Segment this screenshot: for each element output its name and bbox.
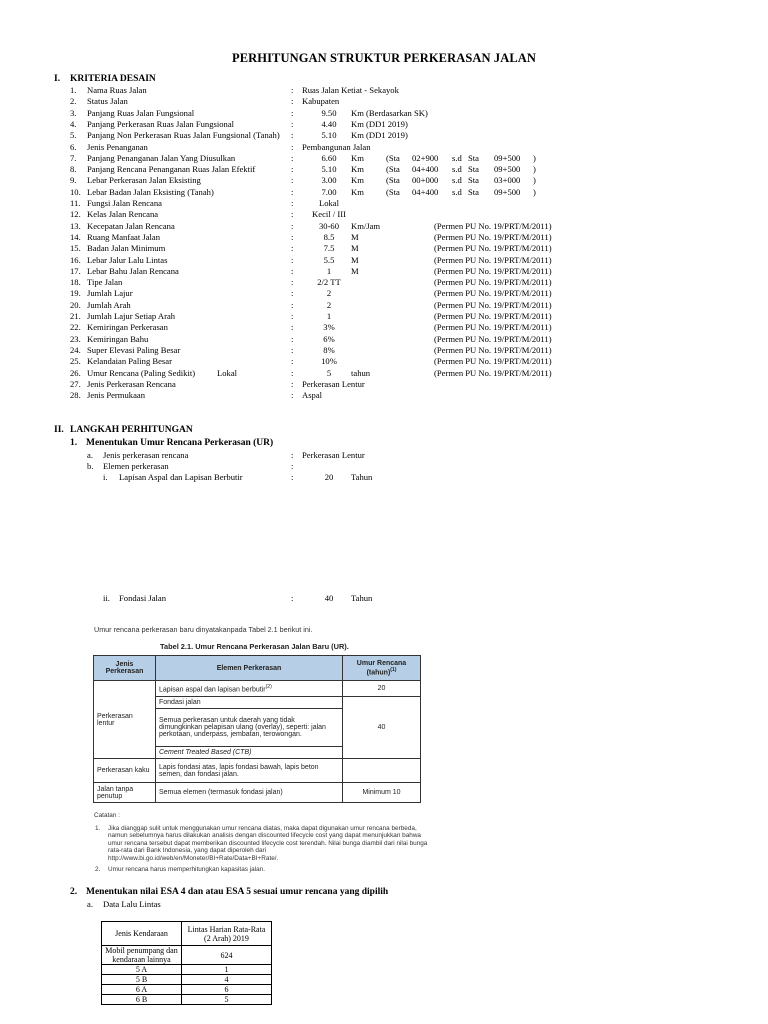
criteria-row bbox=[0, 255, 768, 266]
row-number-value: 9.50 bbox=[321, 107, 337, 118]
table-row bbox=[102, 975, 272, 985]
row-reference: (Permen PU No. 19/PRT/M/2011) bbox=[434, 254, 552, 265]
row-label: Fondasi Jalan bbox=[119, 593, 167, 603]
criteria-row bbox=[0, 311, 768, 322]
row-colon: : bbox=[291, 198, 294, 208]
cell-lhr: 4 bbox=[182, 975, 272, 985]
step2-a-row bbox=[0, 899, 768, 910]
row-unit: M bbox=[351, 231, 359, 242]
row-number-value: 1 bbox=[326, 265, 332, 276]
row-reference: (Permen PU No. 19/PRT/M/2011) bbox=[434, 322, 552, 333]
row-number-value: 8.5 bbox=[323, 231, 335, 242]
cell-jenis-kendaraan: 6 B bbox=[102, 995, 182, 1005]
row-value: Perkerasan Lentur bbox=[302, 450, 365, 460]
step-2-heading bbox=[70, 887, 570, 899]
row-colon: : bbox=[291, 186, 294, 197]
row-colon: : bbox=[291, 118, 294, 129]
note-number: 1. bbox=[95, 824, 101, 832]
criteria-row bbox=[0, 277, 768, 288]
criteria-row bbox=[0, 119, 768, 130]
row-label: Lebar Bahu Jalan Rencana bbox=[87, 265, 179, 276]
row-label: Kecepatan Jalan Rencana bbox=[87, 220, 175, 231]
row-colon: : bbox=[291, 461, 294, 471]
note-text: Jika dianggap sulit untuk menggunakan umur rencana diatas, maka dapat digunakan umur rencana berbeda, namun sebelumnya harus dilakukan analisis dengan discounted lifecycle cost yang dapat menunjukkan bahwa umur rencana tersebut dapat memberikan discounted lifecycle cost terendah. Nilai bunga diambil dari nilai bunga rata-rata dari Bank Indonesia, yang dapat diperoleh dari http://www.bi.go.id/web/en/Moneter/BI+Rate/Data+BI+Rate/. bbox=[108, 824, 428, 862]
cell-jenis-kendaraan: Mobil penumpang dan kendaraan lainnya bbox=[102, 946, 182, 965]
step-number: 2. bbox=[70, 887, 78, 897]
row-value: Aspal bbox=[302, 390, 323, 401]
row-colon: : bbox=[291, 243, 294, 254]
note-text: Umur rencana harus memperhitungkan kapasitas jalan. bbox=[108, 865, 266, 873]
cell-umur bbox=[343, 759, 421, 783]
row-colon: : bbox=[291, 265, 294, 276]
row-number-value: 7.5 bbox=[323, 243, 335, 254]
row-label: Lebar Perkerasan Jalan Eksisting bbox=[87, 175, 201, 186]
row-label: Lapisan Aspal dan Lapisan Berbutir bbox=[119, 472, 243, 482]
row-number: 13. bbox=[70, 220, 81, 231]
row-label: Lebar Badan Jalan Eksisting (Tanah) bbox=[87, 186, 214, 197]
row-number-value: 3% bbox=[323, 322, 335, 333]
row-label: Kelas Jalan Rencana bbox=[87, 209, 159, 220]
criteria-row bbox=[0, 130, 768, 141]
step1-bi-row bbox=[0, 472, 768, 483]
row-reference: (Permen PU No. 19/PRT/M/2011) bbox=[434, 344, 552, 355]
row-colon: : bbox=[291, 390, 294, 401]
row-unit: M bbox=[351, 254, 359, 265]
row-number: 17. bbox=[70, 265, 81, 276]
row-number-value: 5.5 bbox=[323, 254, 335, 265]
row-number: 6. bbox=[70, 141, 77, 152]
cell-elemen: Semua perkerasan untuk daerah yang tidak dimungkinkan pelapisan ulang (overlay), seperti: jalan perkotaan, underpass, jembatan, terowongan. bbox=[156, 709, 343, 747]
header-elemen-perkerasan: Elemen Perkerasan bbox=[156, 656, 343, 681]
row-paren: ) bbox=[533, 175, 536, 186]
row-number: 20. bbox=[70, 299, 81, 310]
row-colon: : bbox=[291, 277, 294, 288]
row-number-value: 7.00 bbox=[321, 186, 337, 197]
row-reference: (Permen PU No. 19/PRT/M/2011) bbox=[434, 288, 552, 299]
cell-jenis-kendaraan: 5 A bbox=[102, 965, 182, 975]
row-unit: Km (DD1 2019) bbox=[351, 118, 408, 129]
criteria-row bbox=[0, 153, 768, 164]
row-colon: : bbox=[291, 593, 294, 603]
row-number: i. bbox=[103, 472, 108, 482]
header-umur-rencana-text: Umur Rencana (tahun) bbox=[356, 659, 407, 677]
row-number: 27. bbox=[70, 378, 81, 389]
step1-b-row bbox=[0, 461, 768, 472]
row-reference: (Permen PU No. 19/PRT/M/2011) bbox=[434, 367, 552, 378]
cell-elemen: Semua elemen (termasuk fondasi jalan) bbox=[156, 783, 343, 803]
criteria-row bbox=[0, 232, 768, 243]
table-row bbox=[102, 985, 272, 995]
row-label: Kemiringan Bahu bbox=[87, 333, 149, 344]
row-label: Jenis Permukaan bbox=[87, 390, 145, 401]
row-number: 3. bbox=[70, 107, 77, 118]
row-number-value: 3.00 bbox=[321, 175, 337, 186]
row-sd: s.d bbox=[452, 186, 462, 197]
table-notes bbox=[94, 812, 434, 873]
criteria-row bbox=[0, 368, 768, 379]
row-sta: Sta bbox=[468, 164, 479, 175]
row-label: Jenis perkerasan rencana bbox=[103, 450, 189, 460]
row-sta-start: 00+000 bbox=[412, 175, 439, 186]
criteria-row bbox=[0, 390, 768, 401]
row-label: Panjang Perkerasan Ruas Jalan Fungsional bbox=[87, 118, 235, 129]
row-number: 21. bbox=[70, 311, 81, 321]
row-colon: : bbox=[291, 164, 294, 175]
section-title: LANGKAH PERHITUNGAN bbox=[70, 425, 193, 435]
row-number: 5. bbox=[70, 130, 77, 141]
table-row bbox=[102, 946, 272, 965]
row-number: a. bbox=[87, 450, 93, 460]
row-number: 23. bbox=[70, 333, 81, 344]
criteria-row bbox=[0, 142, 768, 153]
table-row bbox=[102, 995, 272, 1005]
criteria-row bbox=[0, 85, 768, 96]
row-label: Lebar Jalur Lalu Lintas bbox=[87, 254, 168, 265]
row-number-value: 20 bbox=[324, 472, 334, 482]
cell-umur: 20 bbox=[343, 681, 421, 697]
row-number: 2. bbox=[70, 96, 77, 107]
row-label: Data Lalu Lintas bbox=[103, 899, 161, 909]
row-sta: (Sta bbox=[386, 175, 400, 186]
row-number: 25. bbox=[70, 356, 81, 367]
row-colon: : bbox=[291, 378, 294, 389]
criteria-row bbox=[0, 198, 768, 209]
row-unit: Km bbox=[351, 175, 364, 186]
criteria-row bbox=[0, 209, 768, 220]
row-sta-end: 03+000 bbox=[494, 175, 521, 186]
row-number-value: 4.40 bbox=[321, 118, 337, 129]
row-sta-end: 09+500 bbox=[494, 186, 521, 197]
row-number: 24. bbox=[70, 344, 81, 355]
row-sta-end: 09+500 bbox=[494, 152, 521, 163]
cell-elemen: Fondasi jalan bbox=[156, 697, 343, 709]
row-number-value: 30-60 bbox=[318, 220, 340, 231]
header-footnote-marker: (1) bbox=[390, 666, 397, 673]
cell-umur: Minimum 10 bbox=[343, 783, 421, 803]
row-label: Jumlah Lajur bbox=[87, 288, 133, 299]
criteria-row bbox=[0, 221, 768, 232]
row-number: 18. bbox=[70, 277, 81, 288]
row-number: 22. bbox=[70, 322, 81, 333]
cell-lhr: 1 bbox=[182, 965, 272, 975]
cell-lhr: 5 bbox=[182, 995, 272, 1005]
row-number: 15. bbox=[70, 243, 81, 254]
row-colon: : bbox=[291, 299, 294, 310]
row-colon: : bbox=[291, 130, 294, 141]
row-extra: Lokal bbox=[217, 367, 238, 378]
row-sta-end: 09+500 bbox=[494, 164, 521, 175]
row-unit: M bbox=[351, 243, 359, 254]
row-reference: (Permen PU No. 19/PRT/M/2011) bbox=[434, 265, 552, 276]
row-colon: : bbox=[291, 311, 294, 321]
cell-elemen-text: Lapisan aspal dan lapisan berbutir bbox=[159, 686, 266, 694]
row-sta-start: 04+400 bbox=[412, 186, 439, 197]
cell-jalan-tanpa-penutup: Jalan tanpa penutup bbox=[94, 783, 156, 803]
row-number-value: 2 bbox=[326, 299, 332, 310]
row-unit: Km/Jam bbox=[351, 220, 381, 231]
table-row bbox=[94, 681, 421, 697]
row-unit: Tahun bbox=[351, 593, 373, 603]
row-colon: : bbox=[291, 231, 294, 242]
row-reference: (Permen PU No. 19/PRT/M/2011) bbox=[434, 220, 552, 231]
row-reference: (Permen PU No. 19/PRT/M/2011) bbox=[434, 333, 552, 344]
row-label: Jenis Penanganan bbox=[87, 141, 148, 152]
criteria-row bbox=[0, 164, 768, 175]
row-colon: : bbox=[291, 220, 294, 231]
row-value: Pembangunan Jalan bbox=[302, 141, 371, 152]
step-1-heading bbox=[70, 438, 470, 450]
row-label: Fungsi Jalan Rencana bbox=[87, 198, 162, 208]
row-paren: ) bbox=[533, 186, 536, 197]
row-colon: : bbox=[291, 367, 294, 378]
criteria-row bbox=[0, 288, 768, 299]
row-sd: s.d bbox=[452, 164, 462, 175]
row-number-value: 10% bbox=[321, 356, 337, 367]
step-title: Menentukan Umur Rencana Perkerasan (UR) bbox=[86, 438, 274, 448]
row-label: Tipe Jalan bbox=[87, 277, 123, 288]
row-value: Ruas Jalan Ketiat - Sekayok bbox=[302, 85, 399, 95]
row-label: Ruang Manfaat Jalan bbox=[87, 231, 161, 242]
row-unit: tahun bbox=[351, 367, 371, 378]
cell-jenis-kendaraan: 6 A bbox=[102, 985, 182, 995]
row-label: Panjang Rencana Penanganan Ruas Jalan Efektif bbox=[87, 164, 256, 175]
row-colon: : bbox=[291, 322, 294, 333]
row-unit: Km (Berdasarkan SK) bbox=[351, 107, 428, 118]
row-sta: (Sta bbox=[386, 186, 400, 197]
criteria-row bbox=[0, 108, 768, 119]
row-number: 26. bbox=[70, 367, 81, 378]
cell-lhr: 6 bbox=[182, 985, 272, 995]
lalu-lintas-body bbox=[102, 946, 272, 1005]
step1-a-row bbox=[0, 450, 768, 461]
header-jenis-perkerasan: Jenis Perkerasan bbox=[94, 656, 156, 681]
row-sd: s.d bbox=[452, 175, 462, 186]
cell-elemen: Cement Treated Based (CTB) bbox=[156, 747, 343, 759]
table-row bbox=[102, 965, 272, 975]
row-number-value: 1 bbox=[326, 311, 332, 321]
section-langkah-perhitungan bbox=[54, 425, 354, 437]
table-header-row bbox=[94, 656, 421, 681]
row-reference: (Permen PU No. 19/PRT/M/2011) bbox=[434, 311, 552, 321]
row-label: Nama Ruas Jalan bbox=[87, 85, 147, 95]
row-value: Perkerasan Lentur bbox=[302, 378, 365, 389]
row-label: Kemiringan Perkerasan bbox=[87, 322, 168, 333]
footnote-marker: (2) bbox=[265, 683, 272, 690]
row-number: ii. bbox=[103, 593, 110, 603]
criteria-row bbox=[0, 322, 768, 333]
cell-perkerasan-kaku: Perkerasan kaku bbox=[94, 759, 156, 783]
document-title: PERHITUNGAN STRUKTUR PERKERASAN JALAN bbox=[231, 51, 537, 65]
criteria-row bbox=[0, 334, 768, 345]
cell-elemen bbox=[156, 681, 343, 697]
row-number-value: 5.10 bbox=[321, 130, 337, 141]
row-sta: (Sta bbox=[386, 164, 400, 175]
table-row bbox=[94, 759, 421, 783]
umur-rencana-table bbox=[93, 655, 421, 803]
row-label: Jenis Perkerasan Rencana bbox=[87, 378, 176, 389]
row-colon: : bbox=[291, 472, 294, 482]
cell-umur: 40 bbox=[343, 697, 421, 759]
row-number: 11. bbox=[70, 198, 81, 208]
row-sta: Sta bbox=[468, 186, 479, 197]
row-colon: : bbox=[291, 450, 294, 460]
row-unit: Km (DD1 2019) bbox=[351, 130, 408, 141]
row-colon: : bbox=[291, 175, 294, 186]
row-number-value: 6.60 bbox=[321, 152, 337, 163]
row-number: 9. bbox=[70, 175, 77, 186]
row-number-value: Lokal bbox=[318, 198, 340, 208]
step-title: Menentukan nilai ESA 4 dan atau ESA 5 sesuai umur rencana yang dipilih bbox=[86, 887, 389, 897]
row-number: 19. bbox=[70, 288, 81, 299]
row-number: b. bbox=[87, 461, 94, 471]
row-paren: ) bbox=[533, 152, 536, 163]
row-number-value: 2/2 TT bbox=[317, 277, 341, 288]
header-lhr: Lintas Harian Rata-Rata (2 Arah) 2019 bbox=[182, 922, 272, 946]
criteria-row bbox=[0, 345, 768, 356]
row-number: 8. bbox=[70, 164, 77, 175]
row-reference: (Permen PU No. 19/PRT/M/2011) bbox=[434, 231, 552, 242]
row-colon: : bbox=[291, 152, 294, 163]
row-number-value: 6% bbox=[323, 333, 335, 344]
table-header-row bbox=[102, 922, 272, 946]
row-colon: : bbox=[291, 288, 294, 299]
row-number: a. bbox=[87, 899, 93, 909]
row-value: Kabupaten bbox=[302, 96, 340, 107]
section-title: KRITERIA DESAIN bbox=[70, 74, 156, 84]
row-label: Jumlah Lajur Setiap Arah bbox=[87, 311, 176, 321]
cell-perkerasan-lentur: Perkerasan lentur bbox=[94, 681, 156, 759]
row-unit: Km bbox=[351, 152, 364, 163]
cell-jenis-kendaraan: 5 B bbox=[102, 975, 182, 985]
table-row bbox=[94, 783, 421, 803]
row-sd: s.d bbox=[452, 152, 462, 163]
criteria-row bbox=[0, 243, 768, 254]
row-reference: (Permen PU No. 19/PRT/M/2011) bbox=[434, 299, 552, 310]
row-label: Badan Jalan Minimum bbox=[87, 243, 166, 254]
row-unit: Tahun bbox=[351, 472, 373, 482]
row-number-value: 2 bbox=[326, 288, 332, 299]
row-colon: : bbox=[291, 344, 294, 355]
row-number: 4. bbox=[70, 118, 77, 129]
row-label: Panjang Ruas Jalan Fungsional bbox=[87, 107, 195, 118]
row-label: Status Jalan bbox=[87, 96, 128, 107]
row-number-value: 5.10 bbox=[321, 164, 337, 175]
step-number: 1. bbox=[70, 438, 78, 448]
row-unit: Km bbox=[351, 164, 364, 175]
section-number: I. bbox=[54, 74, 61, 84]
row-sta: (Sta bbox=[386, 152, 400, 163]
row-colon: : bbox=[291, 356, 294, 367]
row-sta-start: 04+400 bbox=[412, 164, 439, 175]
criteria-row bbox=[0, 96, 768, 107]
criteria-row bbox=[0, 175, 768, 186]
row-label: Panjang Penanganan Jalan Yang Diusulkan bbox=[87, 152, 236, 163]
row-number: 14. bbox=[70, 231, 81, 242]
row-colon: : bbox=[291, 85, 294, 95]
row-paren: ) bbox=[533, 164, 536, 175]
row-colon: : bbox=[291, 333, 294, 344]
row-number: 7. bbox=[70, 152, 77, 163]
row-number: 12. bbox=[70, 209, 81, 220]
table-intro-text: Umur rencana perkerasan baru dinyatakanpada Tabel 2.1 berikut ini. bbox=[94, 625, 313, 634]
row-colon: : bbox=[291, 141, 294, 152]
row-reference: (Permen PU No. 19/PRT/M/2011) bbox=[434, 243, 552, 254]
step1-bii-row bbox=[0, 593, 768, 604]
note-1 bbox=[94, 825, 434, 863]
cell-lhr: 624 bbox=[182, 946, 272, 965]
row-number: 28. bbox=[70, 390, 81, 401]
row-label: Super Elevasi Paling Besar bbox=[87, 344, 181, 355]
notes-label: Catatan : bbox=[94, 812, 120, 819]
criteria-row bbox=[0, 266, 768, 277]
criteria-row bbox=[0, 356, 768, 367]
table-caption: Tabel 2.1. Umur Rencana Perkerasan Jalan Baru (UR). bbox=[160, 642, 349, 651]
header-umur-rencana bbox=[343, 656, 421, 681]
lalu-lintas-table bbox=[101, 921, 272, 1005]
row-number: 10. bbox=[70, 186, 81, 197]
criteria-row bbox=[0, 187, 768, 198]
row-number-value: 8% bbox=[323, 344, 335, 355]
row-unit: Km bbox=[351, 186, 364, 197]
row-colon: : bbox=[291, 254, 294, 265]
row-reference: (Permen PU No. 19/PRT/M/2011) bbox=[434, 356, 552, 367]
row-label: Jumlah Arah bbox=[87, 299, 131, 310]
row-colon: : bbox=[291, 209, 294, 220]
criteria-row bbox=[0, 300, 768, 311]
row-sta: Sta bbox=[468, 175, 479, 186]
section-number: II. bbox=[54, 425, 64, 435]
row-number: 1. bbox=[70, 85, 77, 95]
row-number: 16. bbox=[70, 254, 81, 265]
row-label: Elemen perkerasan bbox=[103, 461, 169, 471]
row-number-value: 5 bbox=[326, 367, 332, 378]
row-label: Kelandaian Paling Besar bbox=[87, 356, 172, 367]
row-colon: : bbox=[291, 96, 294, 107]
row-number-value: 40 bbox=[324, 593, 334, 603]
row-unit: M bbox=[351, 265, 359, 276]
cell-elemen: Lapis fondasi atas, lapis fondasi bawah, lapis beton semen, dan fondasi jalan. bbox=[156, 759, 343, 783]
row-sta-start: 02+900 bbox=[412, 152, 439, 163]
row-reference: (Permen PU No. 19/PRT/M/2011) bbox=[434, 277, 552, 288]
row-colon: : bbox=[291, 107, 294, 118]
row-label: Umur Rencana (Paling Sedikit) bbox=[87, 367, 196, 378]
row-sta: Sta bbox=[468, 152, 479, 163]
row-number-value: Kecil / III bbox=[312, 209, 346, 220]
row-label: Panjang Non Perkerasan Ruas Jalan Fungsional (Tanah) bbox=[87, 130, 280, 141]
note-2 bbox=[94, 866, 434, 874]
header-jenis-kendaraan: Jenis Kendaraan bbox=[102, 922, 182, 946]
criteria-row bbox=[0, 379, 768, 390]
note-number: 2. bbox=[95, 865, 101, 873]
